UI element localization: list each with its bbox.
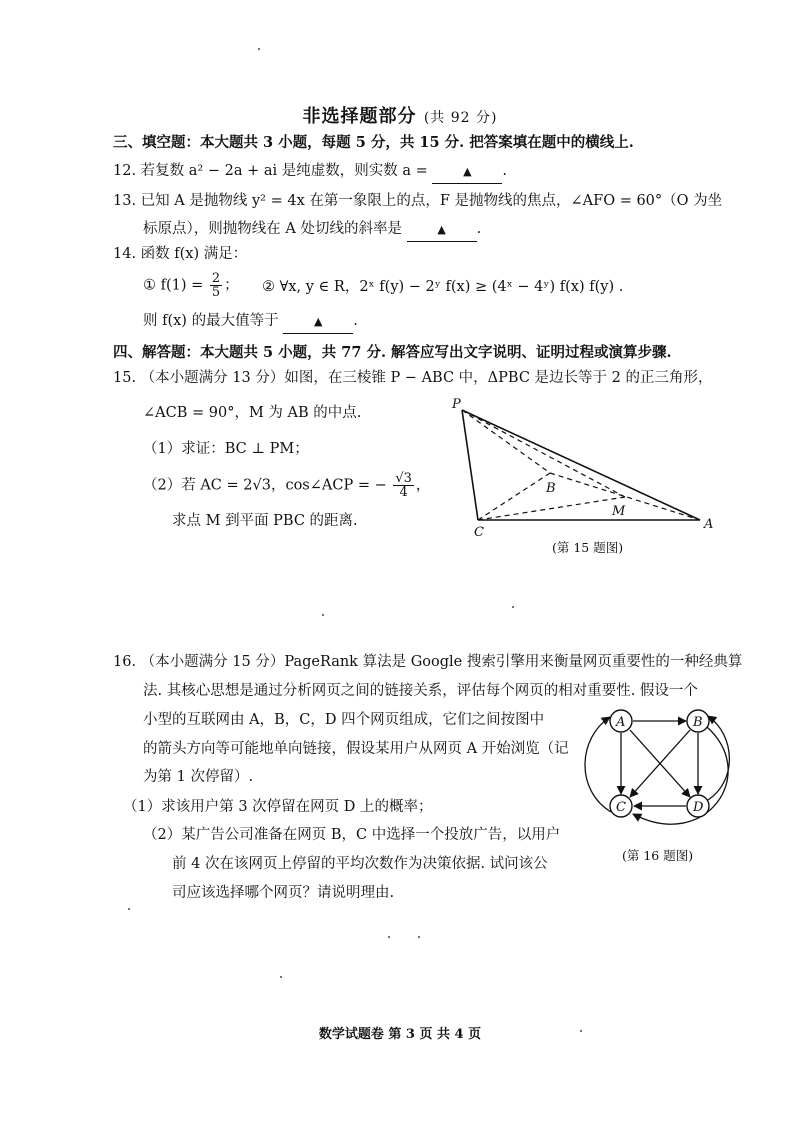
- q14-cond1-prefix: ① f(1) =: [143, 277, 204, 294]
- section-title-sub: (共 92 分): [423, 110, 498, 126]
- q13-line2-text: 标原点），则抛物线在 A 处切线的斜率是: [143, 221, 402, 237]
- q14-line1: 14. 函数 f(x) 满足：: [113, 246, 248, 262]
- q16-part2-line3: 司应该选择哪个网页？请说明理由.: [172, 885, 395, 901]
- edge-bottom-arc: [633, 727, 728, 824]
- q14-fraction-den: 5: [211, 285, 221, 300]
- q16-part2-line2: 前 4 次在该网页上停留的平均次数作为决策依据. 试问该公: [172, 856, 548, 872]
- q16-line1: 16. （本小题满分 15 分）PageRank 算法是 Google 搜索引擎用来衡量网页重要性的一种经典算: [113, 654, 743, 670]
- scan-speck: [322, 614, 324, 616]
- node-d-label: D: [693, 800, 704, 815]
- label-b: B: [546, 481, 556, 496]
- node-a-label: A: [616, 715, 626, 730]
- q16-caption: (第 16 题图): [622, 848, 694, 863]
- scan-speck: [388, 936, 390, 938]
- q15-caption: (第 15 题图): [552, 540, 624, 555]
- q14-tail: .: [353, 313, 358, 329]
- edge-c-a: [585, 717, 611, 812]
- part3-header: 三、填空题：本大题共 3 小题，每题 5 分，共 15 分. 把答案填在题中的横线上.: [113, 134, 634, 151]
- q12-text: 12. 若复数 a² − 2a + ai 是纯虚数，则实数 a =: [113, 163, 428, 179]
- node-c-label: C: [616, 800, 626, 815]
- scan-speck: [580, 1030, 582, 1032]
- q15-part1: （1）求证：BC ⊥ PM；: [143, 441, 309, 457]
- blank-marker: ▲: [437, 223, 446, 236]
- q15-part2-prefix: （2）若 AC = 2√3，cos∠ACP = −: [143, 477, 387, 494]
- q16-line4: 的箭头方向等可能地单向链接，假设某用户从网页 A 开始浏览（记: [143, 741, 569, 757]
- q15-part2-suffix: ，: [415, 477, 431, 494]
- blank-marker: ▲: [313, 315, 323, 328]
- q15-fraction-num: √3: [395, 471, 412, 486]
- label-a: A: [704, 517, 714, 532]
- q14-fraction-num: 2: [211, 271, 221, 286]
- q16-line5: 为第 1 次停留）.: [143, 769, 254, 785]
- label-m: M: [612, 504, 626, 519]
- scan-speck: [418, 936, 420, 938]
- label-c: C: [474, 525, 484, 540]
- scan-speck: [280, 976, 282, 978]
- q14-condition2: ② ∀x, y ∈ R，2ˣ f(y) − 2ʸ f(x) ≥ (4ˣ − 4ʸ) f(x) f(y) .: [262, 279, 624, 295]
- part4-header: 四、解答题：本大题共 5 小题，共 77 分. 解答应写出文字说明、证明过程或演算步骤.: [113, 344, 672, 361]
- q16-line3: 小型的互联网由 A，B，C，D 四个网页组成，它们之间按图中: [143, 712, 545, 728]
- q15-line1: 15. （本小题满分 13 分）如图，在三棱锥 P − ABC 中，ΔPBC 是边长等于 2 的正三角形，: [113, 370, 713, 386]
- q15-fraction-den: 4: [399, 485, 408, 500]
- blank-marker: ▲: [463, 165, 472, 178]
- section-title-main: 非选择题部分: [302, 106, 417, 127]
- scan-speck: [128, 908, 130, 910]
- q12-tail: .: [502, 163, 507, 179]
- scan-speck: [258, 48, 260, 50]
- q16-part2-line1: （2）某广告公司准备在网页 B，C 中选择一个投放广告，以用户: [143, 827, 561, 843]
- node-b-label: B: [693, 715, 703, 730]
- q13-tail: .: [476, 221, 482, 237]
- page-footer: 数学试题卷 第 3 页 共 4 页: [318, 1027, 482, 1042]
- q16-part1: （1）求该用户第 3 次停留在网页 D 上的概率；: [123, 799, 433, 815]
- label-p: P: [452, 397, 461, 412]
- q16-line2: 法. 其核心思想是通过分析网页之间的链接关系，评估每个网页的相对重要性. 假设一个: [143, 683, 698, 699]
- q13-line1: 13. 已知 A 是抛物线 y² = 4x 在第一象限上的点，F 是抛物线的焦点，∠AFO = 60°（O 为坐: [113, 193, 723, 209]
- scan-speck: [512, 606, 514, 608]
- q14-line3-text: 则 f(x) 的最大值等于: [143, 313, 279, 329]
- q15-line2: ∠ACB = 90°，M 为 AB 的中点.: [143, 405, 362, 421]
- q14-cond1-suffix: ；: [224, 277, 239, 294]
- q15-part2-line2: 求点 M 到平面 PBC 的距离.: [172, 513, 358, 529]
